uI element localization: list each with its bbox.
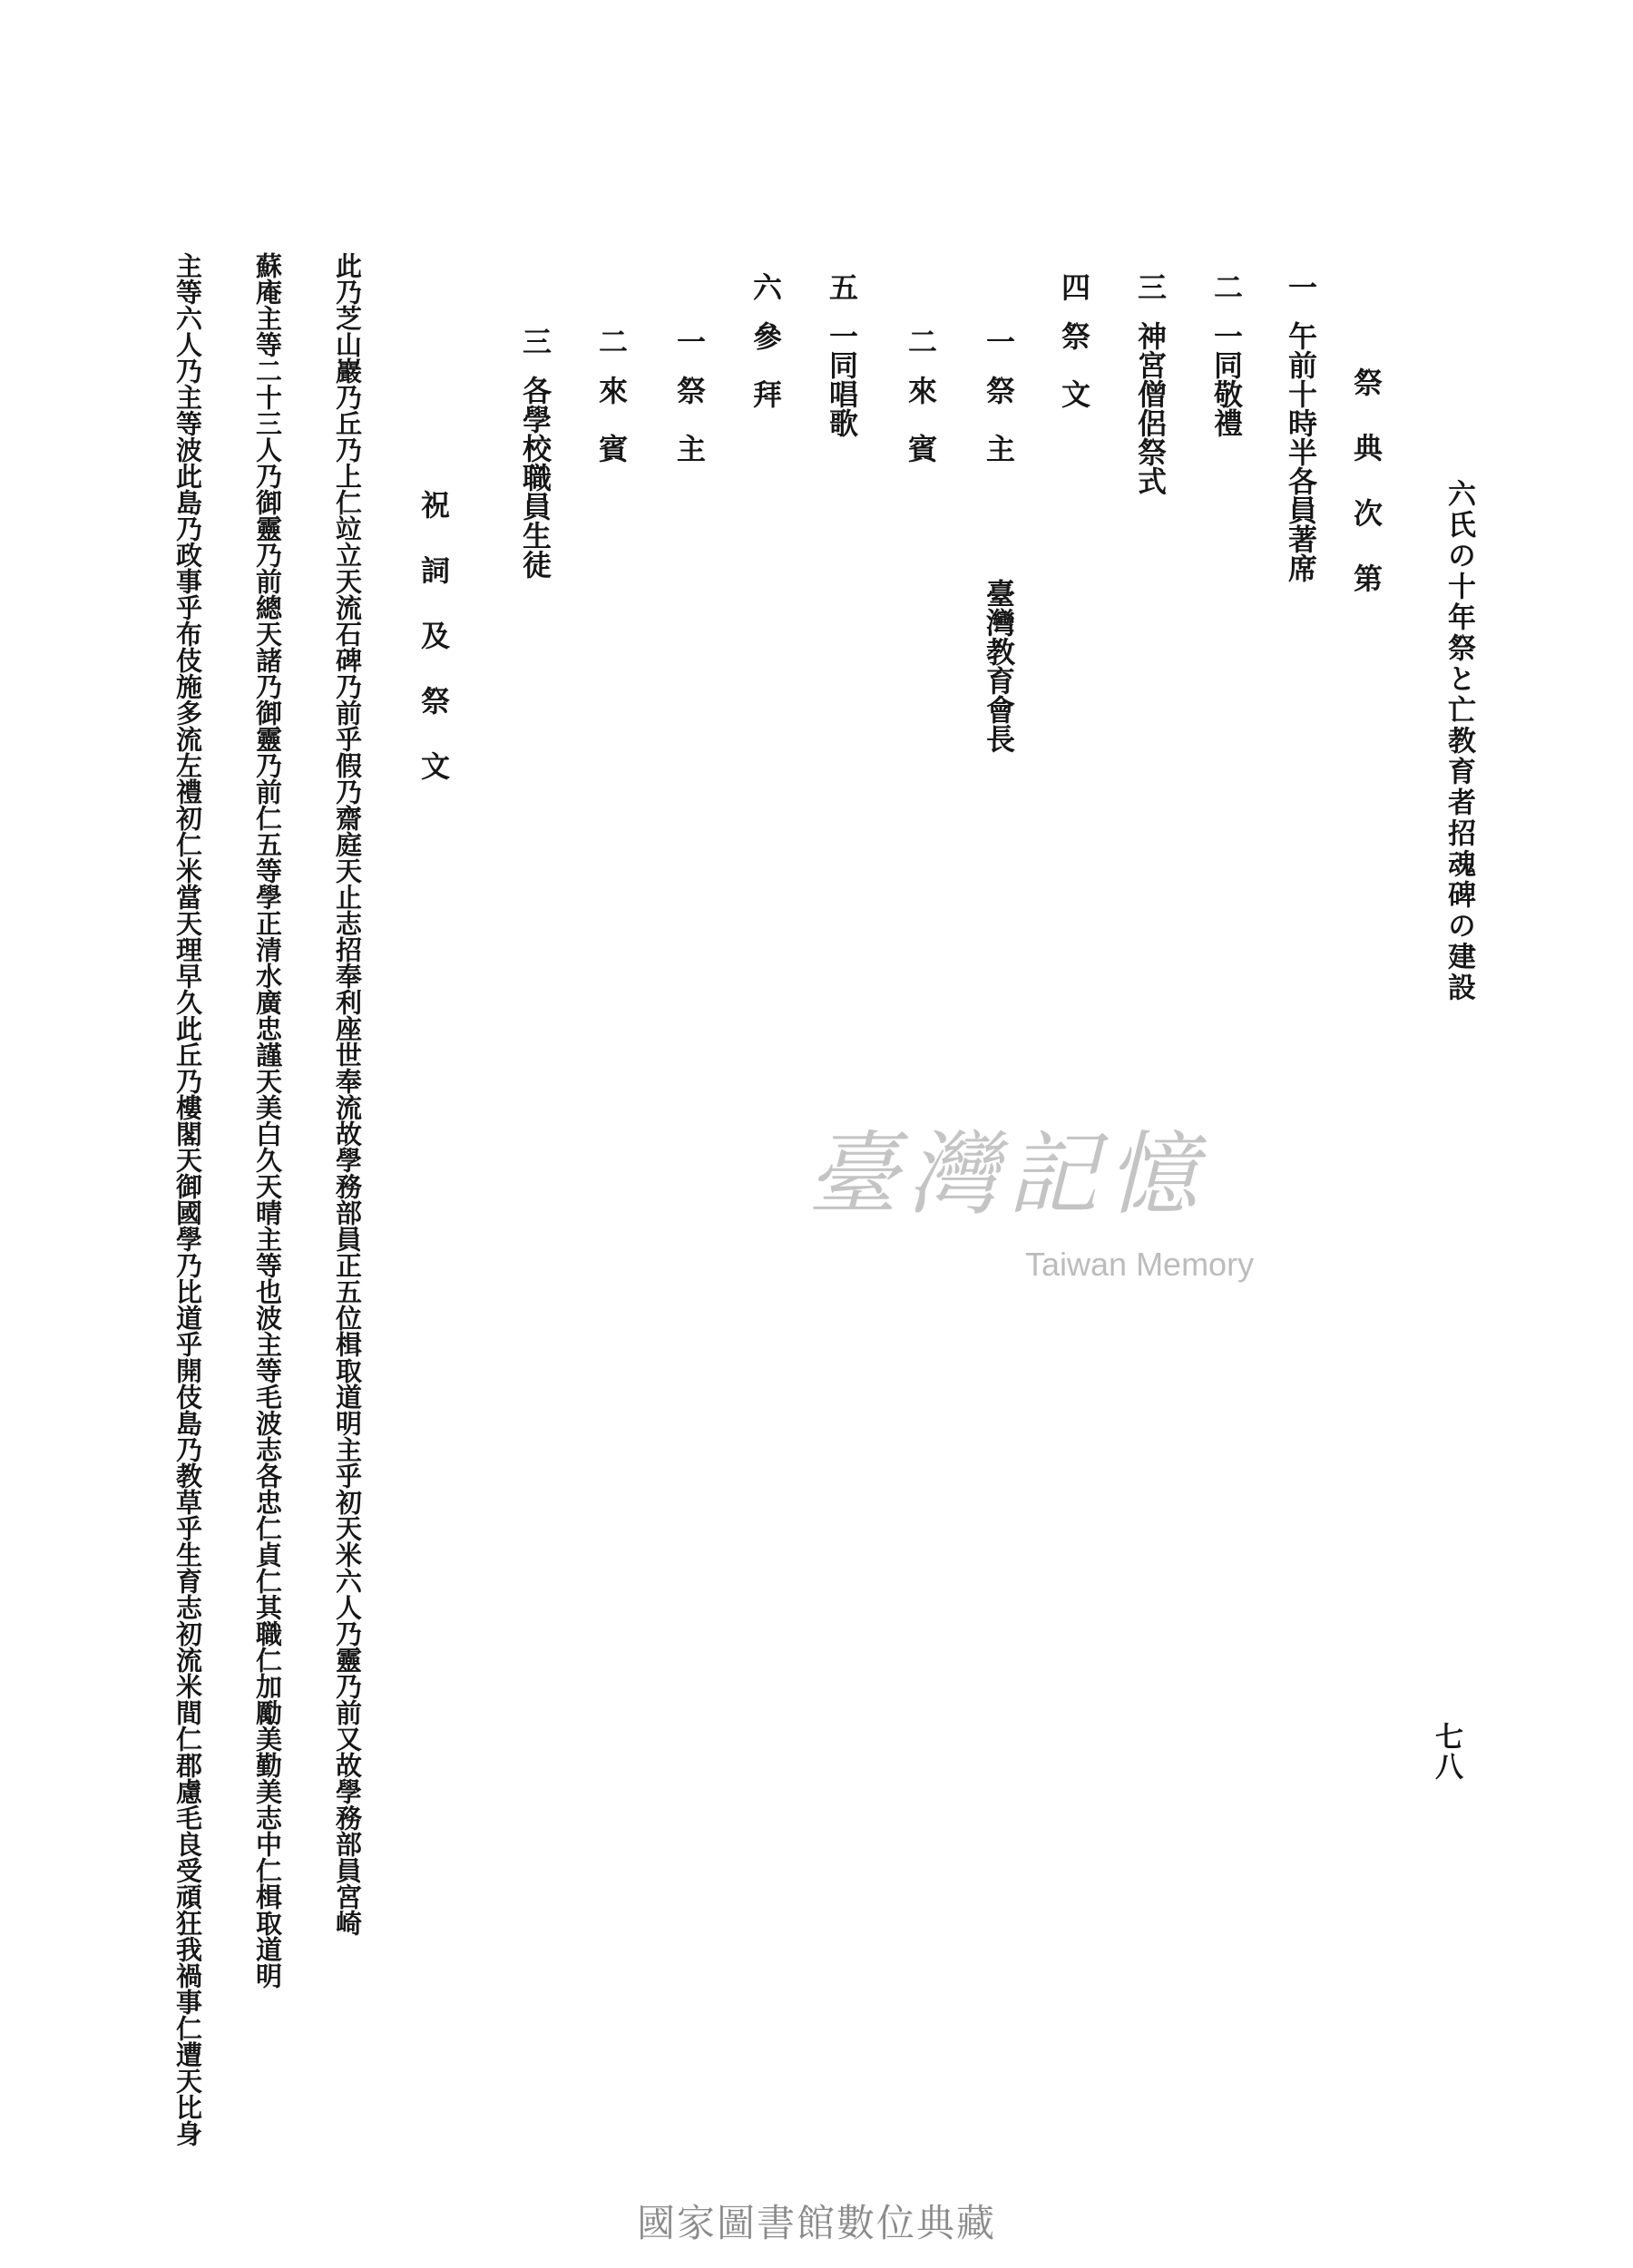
program-item-number: 二 (1209, 272, 1244, 301)
program-item-text: 午前十時半各員著席 (1284, 321, 1318, 582)
program-item-number: 一 (1284, 272, 1318, 301)
watermark-subtitle: Taiwan Memory (1025, 1246, 1255, 1283)
program-item (1057, 272, 1091, 408)
program-item (748, 272, 783, 408)
watermark-title: 臺灣記憶 (807, 1121, 1207, 1227)
program-item (594, 327, 629, 463)
page-number: 七八 (1430, 1722, 1462, 1782)
program-item-number: 六 (748, 272, 783, 301)
program-item-text: 祭 主 臺灣教育會長 (982, 376, 1016, 753)
program-item-text: 參 拜 (748, 321, 783, 408)
program-item-text: 祭 文 (1057, 321, 1091, 408)
body-line: 此乃芝山巖乃丘乃上仁竝立天流石碑乃前乎假乃齋庭天止志招奉利座世奉流故學務部員正五位楫取道明主乎初天米六人乃靈乃前又故學務部員宮崎 (332, 252, 363, 1936)
body-line: 主等六人乃主等波此島乃政事乎布伎施多流左禮初仁米當天理早久此丘乃樓閣天御國學乃比道乎開伎島乃教草乎生育志初流米間仁郡慮毛良受頑狂我禍事仁遭天比身 (172, 252, 203, 2146)
program-item (825, 272, 859, 437)
program-item (1209, 272, 1244, 437)
program-item-number: 二 (904, 327, 938, 356)
program-item-text: 一同敬禮 (1209, 321, 1244, 437)
program-item (904, 327, 938, 463)
program-item-number: 四 (1057, 272, 1091, 301)
program-item-number: 二 (594, 327, 629, 356)
program-title: 祭典次第 (1349, 367, 1384, 629)
program-item-text: 一同唱歌 (825, 321, 859, 437)
program-item-number: 五 (825, 272, 859, 301)
program-item-number: 一 (672, 327, 707, 356)
program-item-number: 三 (518, 327, 552, 356)
program-item-text: 來 賓 (904, 376, 938, 463)
program-item-number: 一 (982, 327, 1016, 356)
program-item-text: 來 賓 (594, 376, 629, 463)
program-item (1284, 272, 1318, 582)
section-title: 祝詞及祭文 (416, 490, 451, 816)
program-item (982, 327, 1016, 753)
program-item (518, 327, 552, 579)
watermark (807, 1121, 1297, 1311)
program-item-number: 三 (1133, 272, 1168, 301)
program-item (672, 327, 707, 463)
program-item-text: 各學校職員生徒 (518, 376, 552, 579)
program-item-text: 神宮僧侶祭式 (1133, 321, 1168, 495)
body-line: 蘇庵主等二十三人乃御靈乃前總天諸乃御靈乃前仁五等學正清水廣忠謹天美白久天晴主等也波主等毛波志各忠仁貞仁其職仁加勵美勤美志中仁楫取道明 (252, 252, 283, 1989)
program-item-text: 祭 主 (672, 376, 707, 463)
footer-credit: 國家圖書館數位典藏 (636, 2201, 996, 2245)
running-header: 六氏の十年祭と亡教育者招魂碑の建設 (1442, 479, 1475, 1003)
program-item (1133, 272, 1168, 495)
